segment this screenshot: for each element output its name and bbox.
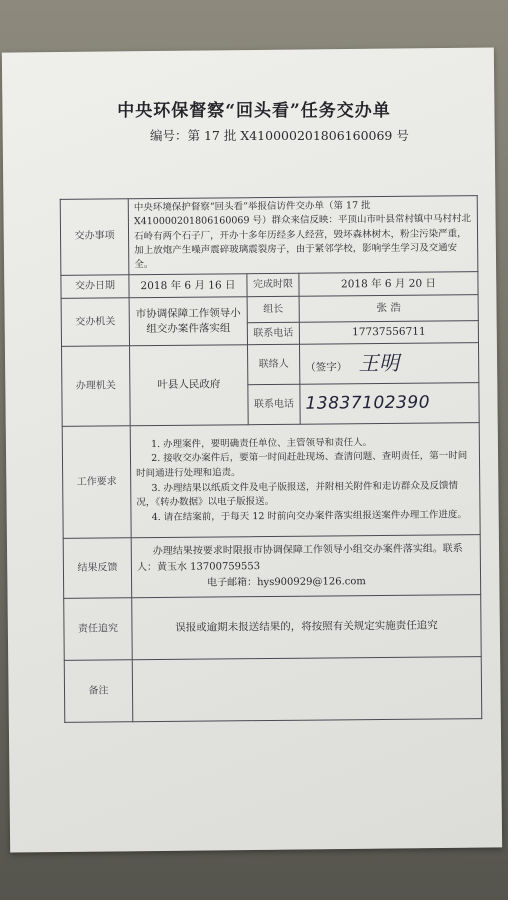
handler-phone-label: 联系电话 <box>248 384 300 424</box>
handler-phone-value: 13837102390 <box>305 393 431 415</box>
agency-value: 市协调保障工作领导小组交办案件落实组 <box>129 297 247 346</box>
req-list <box>130 423 480 538</box>
phone-value: 17737556711 <box>299 321 478 345</box>
req-item: 3. 办理结果以纸质文件及电子版报送，并附相关附件和走访群众及反馈情况，《转办数据》以电子版报送。 <box>136 480 459 509</box>
phone-label: 联系电话 <box>247 322 299 344</box>
leader-label: 组长 <box>247 296 299 322</box>
deadline-value: 2018 年 6 月 20 日 <box>299 272 478 297</box>
req-item: 2. 接收交办案件后，要第一时间赶赴现场、查清问题、查明责任，第一时间时间通进行处理和追责。 <box>136 450 468 480</box>
row-requirements <box>62 423 480 539</box>
accountability-text: 误报或逾期未报送结果的，将按照有关规定实施责任追究 <box>132 595 482 660</box>
handler-label: 办理机关 <box>62 346 131 427</box>
row-matter <box>60 196 478 276</box>
matter-text: 中央环境保护督察“回头看”举报信访件交办单（第 17 批 X410000201806160069 号）群众来信反映：平顶山市叶县常村镇中马村村北石岭有两个石子厂，开办十多年历经多人经营，毁坏森林树木，粉尘污染严重，加上放炮产生噪声震碎玻璃震裂房子，由于紧邻学校，影响学生学习及交通安全。 <box>128 196 478 275</box>
deadline-label: 完成时限 <box>247 273 299 296</box>
feedback-email: 电子邮箱：hys900929@126.com <box>207 575 366 589</box>
remarks-value <box>132 657 482 722</box>
leader-value: 张 浩 <box>299 295 478 323</box>
row-handler-contact <box>62 343 479 387</box>
req-item: 4. 请在结案前，于每天 12 时前向交办案件落实组报送案件办理工作进度。 <box>151 509 467 524</box>
req-item: 1. 办理案件，要明确责任单位、主管领导和责任人。 <box>151 436 373 450</box>
assignment-form-table <box>60 195 483 723</box>
date-label: 交办日期 <box>61 275 129 299</box>
matter-label: 交办事项 <box>60 199 129 276</box>
accountability-label: 责任追究 <box>64 598 133 661</box>
feedback-text: 办理结果按要求时限报市协调保障工作领导小组交办案件落实组。联系人：黄玉水 13700759553 <box>136 543 463 573</box>
remarks-label: 备注 <box>64 660 133 723</box>
agency-label: 交办机关 <box>61 298 129 347</box>
row-remarks <box>64 657 482 723</box>
contact-label: 联络人 <box>248 344 300 384</box>
row-accountability <box>64 595 482 661</box>
sign-label: （签字） <box>305 361 348 374</box>
req-label: 工作要求 <box>62 426 131 539</box>
contact-cell <box>300 343 479 385</box>
signature: 王明 <box>358 351 400 376</box>
feedback-cell <box>131 535 481 598</box>
feedback-label: 结果反馈 <box>63 538 132 599</box>
document-number: 编号：第 17 批 X410000201806160069 号 <box>150 128 409 143</box>
row-feedback <box>63 535 481 599</box>
handler-value: 叶县人民政府 <box>130 345 249 426</box>
date-value: 2018 年 6 月 16 日 <box>129 274 247 298</box>
row-agency-leader <box>61 295 478 325</box>
document-title: 中央环保督察“回头看”任务交办单 <box>117 101 391 121</box>
handler-phone-cell <box>300 383 479 425</box>
